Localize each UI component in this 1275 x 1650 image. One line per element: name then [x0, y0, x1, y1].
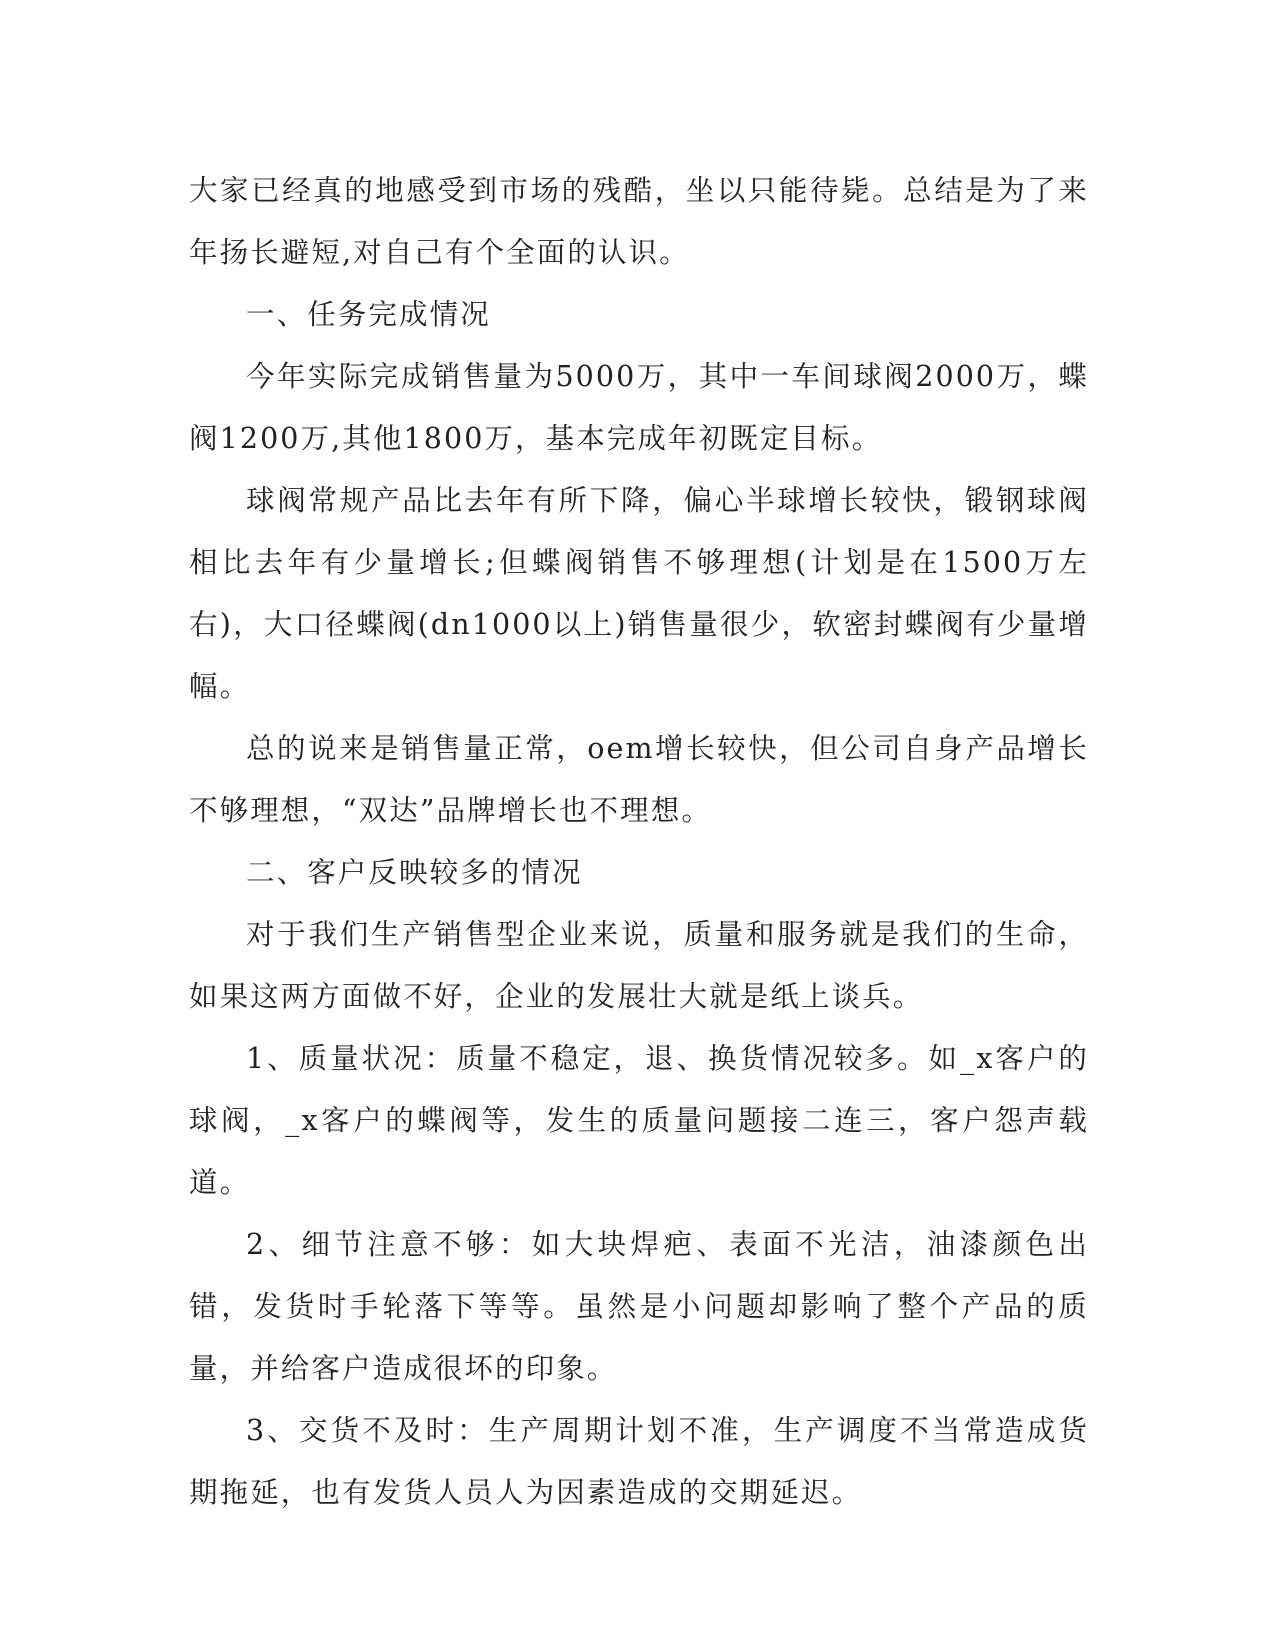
paragraph-overall-summary: 总的说来是销售量正常，oem增长较快，但公司自身产品增长不够理想，“双达”品牌增长也不理想。	[189, 732, 1089, 827]
heading-task-completion: 一、任务完成情况	[246, 298, 491, 331]
paragraph-intro-continuation: 大家已经真的地感受到市场的残酷，坐以只能待毙。总结是为了来年扬长避短,对自己有个全面的认识。	[189, 174, 1089, 269]
heading-customer-feedback: 二、客户反映较多的情况	[246, 856, 583, 889]
paragraph-quality-status: 1、质量状况：质量不稳定，退、换货情况较多。如_x客户的球阀，_x客户的蝶阀等，发生的质量问题接二连三，客户怨声载道。	[189, 1042, 1089, 1199]
document-body	[189, 160, 1089, 1524]
paragraph-detail-attention: 2、细节注意不够：如大块焊疤、表面不光洁，油漆颜色出错，发货时手轮落下等等。虽然是小问题却影响了整个产品的质量，并给客户造成很坏的印象。	[189, 1228, 1089, 1385]
paragraph-sales-volume: 今年实际完成销售量为5000万，其中一车间球阀2000万，蝶阀1200万,其他1800万，基本完成年初既定目标。	[189, 360, 1089, 455]
paragraph-delivery-delay: 3、交货不及时：生产周期计划不准，生产调度不当常造成货期拖延，也有发货人员人为因素造成的交期延迟。	[189, 1414, 1089, 1509]
paragraph-quality-service: 对于我们生产销售型企业来说，质量和服务就是我们的生命，如果这两方面做不好，企业的发展壮大就是纸上谈兵。	[189, 918, 1089, 1013]
paragraph-product-trends: 球阀常规产品比去年有所下降，偏心半球增长较快，锻钢球阀相比去年有少量增长;但蝶阀销售不够理想(计划是在1500万左右)，大口径蝶阀(dn1000以上)销售量很少，软密封蝶阀有少量增幅。	[189, 484, 1089, 703]
